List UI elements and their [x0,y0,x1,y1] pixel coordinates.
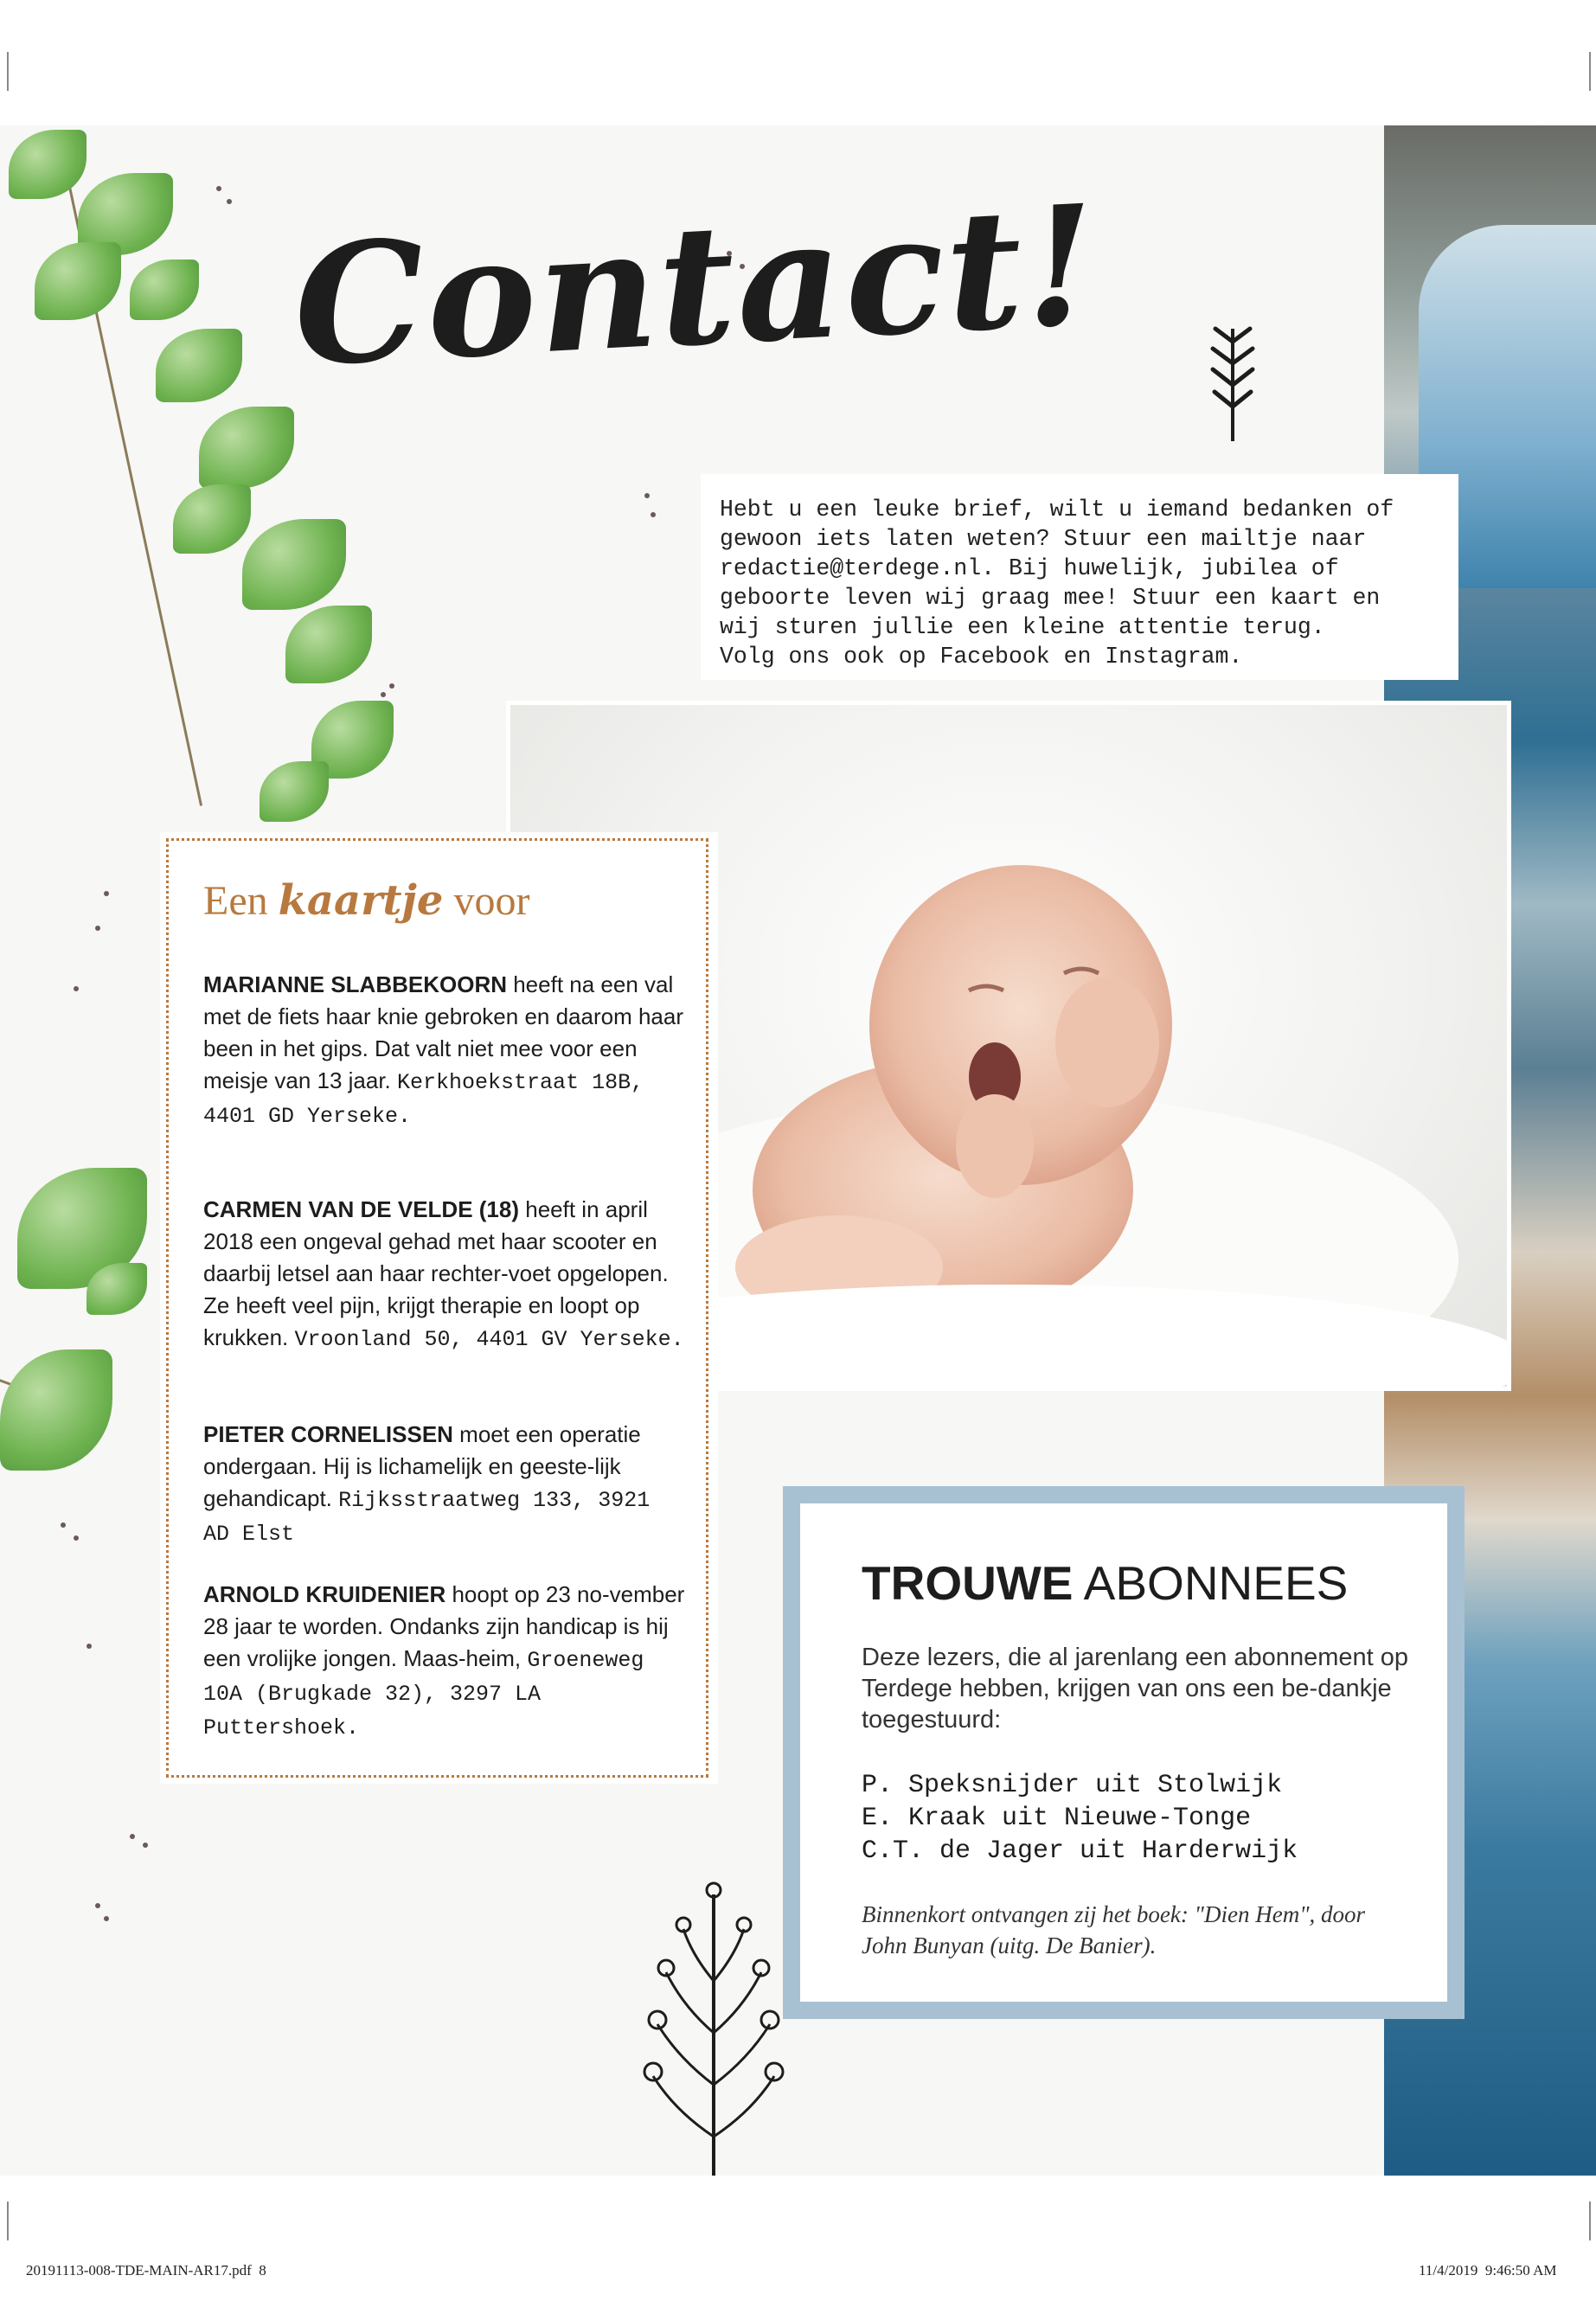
card-entry [203,969,688,1132]
subscribers-note: Binnenkort ontvangen zij het boek: "Dien Hem", door John Bunyan (uitg. De Banier). [862,1901,1366,1958]
crop-mark-top-left [7,52,9,91]
intro-line: geboorte leven wij graag mee! Stuur een kaart en [720,585,1381,611]
subscribers-title-bold: TROUWE [862,1556,1074,1610]
subscriber-name: C.T. de Jager uit Harderwijk [862,1836,1298,1866]
entry-text: moet een operatie ondergaan. Hij is lichamelijk en geeste-lijk gehandicapt. [203,1421,641,1511]
card-entry [203,1419,688,1550]
intro-line: Hebt u een leuke brief, wilt u iemand bedanken of [720,497,1394,522]
crop-mark-bottom-left [7,2202,9,2240]
subscriber-name: P. Speksnijder uit Stolwijk [862,1771,1283,1800]
sprig-icon [1202,324,1263,445]
subscribers-title-rest: ABONNEES [1073,1556,1349,1610]
entry-address: Rijksstraatweg 133, 3921 AD Elst [203,1488,651,1547]
subscribers-title [862,1555,1348,1611]
subscribers-names [862,1769,1298,1868]
intro-line: wij sturen jullie een kleine attentie terug. [720,614,1325,640]
entry-name: CARMEN VAN DE VELDE (18) [203,1196,520,1222]
footer-timestamp: 11/4/2019 9:46:50 AM [1419,2262,1557,2279]
card-heading-post: voor [453,878,530,924]
entry-text: heeft na een val met de fiets haar knie gebroken en daarom haar been in het gips. Dat valt niet mee voor een meisje van 13 jaar. [203,971,684,1093]
subscriber-name: E. Kraak uit Nieuwe-Tonge [862,1804,1252,1833]
footer-file-info: 20191113-008-TDE-MAIN-AR17.pdf 8 [26,2262,266,2279]
card-entry [203,1579,688,1744]
entry-name: PIETER CORNELISSEN [203,1421,453,1447]
entry-name: ARNOLD KRUIDENIER [203,1581,446,1607]
crop-mark-bottom-right [1589,2202,1591,2240]
entry-text: hoopt op 23 no-vember 28 jaar te worden. Ondanks zijn handicap is hij een vrolijke jongen. Maas-heim, [203,1581,685,1671]
subscribers-description: Deze lezers, die al jarenlang een abonnement op Terdege hebben, krijgen van ons een be-dankje toegestuurd: [862,1644,1408,1734]
intro-text [720,495,1446,671]
entry-address: Vroonland 50, 4401 GV Yerseke. [294,1327,684,1352]
entry-name: MARIANNE SLABBEKOORN [203,971,507,997]
page-title: Contact! [289,168,1103,403]
entry-address: Groeneweg 10A (Brugkade 32), 3297 LA Puttershoek. [203,1648,644,1740]
tree-doodle-icon [606,1877,822,2180]
card-entry [203,1194,688,1356]
card-heading-script: kaartje [278,876,444,925]
card-heading-pre: Een [203,878,268,924]
intro-line: redactie@terdege.nl. Bij huwelijk, jubilea of [720,555,1339,581]
entry-address: Kerkhoekstraat 18B, 4401 GD Yerseke. [203,1070,644,1129]
entry-text: heeft in april 2018 een ongeval gehad met haar scooter en daarbij letsel aan haar rechter-voet opgelopen. Ze heeft veel pijn, krijgt therapie en loopt op krukken. [203,1196,669,1350]
intro-line: gewoon iets laten weten? Stuur een mailtje naar [720,526,1367,552]
card-heading [203,876,529,925]
intro-line: Volg ons ook op Facebook en Instagram. [720,644,1243,670]
crop-mark-top-right [1589,52,1591,91]
